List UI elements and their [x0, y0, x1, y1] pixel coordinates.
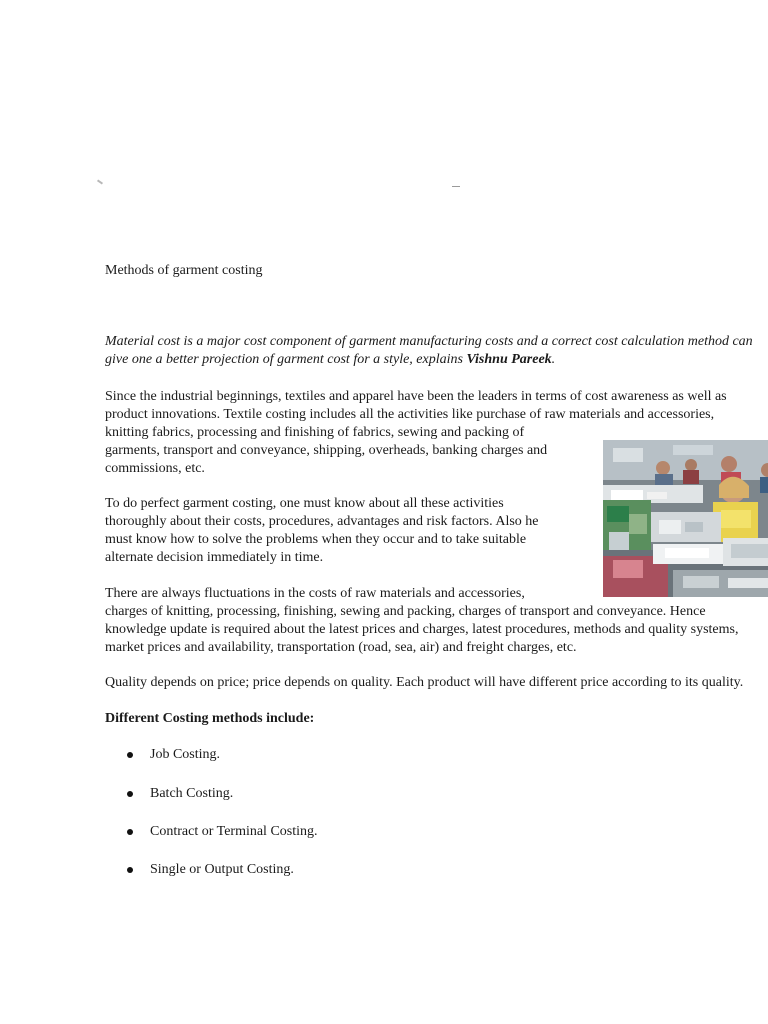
scan-mark [452, 186, 460, 187]
paragraph-line: Quality depends on price; price depends on quality. Each product will have different price according to its quality. [105, 675, 744, 690]
paragraph-line: Since the industrial beginnings, textiles and apparel have been the leaders in terms of cost awareness as well as [105, 389, 727, 404]
paragraph-line: charges of knitting, processing, finishing, sewing and packing, charges of transport and conveyance. Hence [105, 604, 706, 619]
list-item: Single or Output Costing. [150, 862, 294, 877]
intro-end: . [551, 352, 556, 367]
intro-text: give one a better projection of garment cost for a style, explains [105, 352, 467, 367]
paragraph-line: product innovations. Textile costing includes all the activities like purchase of raw materials and accessories, [105, 407, 715, 422]
intro-line-2 [105, 351, 555, 369]
bullet-icon [127, 829, 133, 835]
paragraph-line: must know how to solve the problems when they occur and to take suitable [105, 532, 527, 547]
bullet-icon [127, 867, 133, 873]
paragraph-line: commissions, etc. [105, 461, 205, 476]
scan-mark [97, 179, 103, 184]
bullet-icon [127, 791, 133, 797]
list-item: Job Costing. [150, 747, 221, 762]
intro-line-1: Material cost is a major cost component of garment manufacturing costs and a correct cost calculation method can [105, 334, 753, 349]
list-item: Contract or Terminal Costing. [150, 824, 318, 839]
paragraph-line: alternate decision immediately in time. [105, 550, 324, 565]
author-name: Vishnu Pareek [466, 352, 552, 367]
paragraph-line: market prices and availability, transportation (road, sea, air) and freight charges, etc. [105, 640, 577, 655]
paragraph-line: garments, transport and conveyance, shipping, overheads, banking charges and [105, 443, 548, 458]
list-item: Batch Costing. [150, 786, 234, 801]
document-title: Methods of garment costing [105, 263, 263, 278]
methods-heading: Different Costing methods include: [105, 711, 315, 726]
paragraph-line: thoroughly about their costs, procedures, advantages and risk factors. Also he [105, 514, 539, 529]
paragraph-line: To do perfect garment costing, one must know about all these activities [105, 496, 504, 511]
paragraph-line: There are always fluctuations in the costs of raw materials and accessories, [105, 586, 525, 601]
paragraph-line: knowledge update is required about the latest prices and charges, latest procedures, methods and quality systems, [105, 622, 739, 637]
paragraph-line: knitting fabrics, processing and finishing of fabrics, sewing and packing of [105, 425, 525, 440]
bullet-icon [127, 752, 133, 758]
garment-factory-photo [603, 440, 768, 597]
